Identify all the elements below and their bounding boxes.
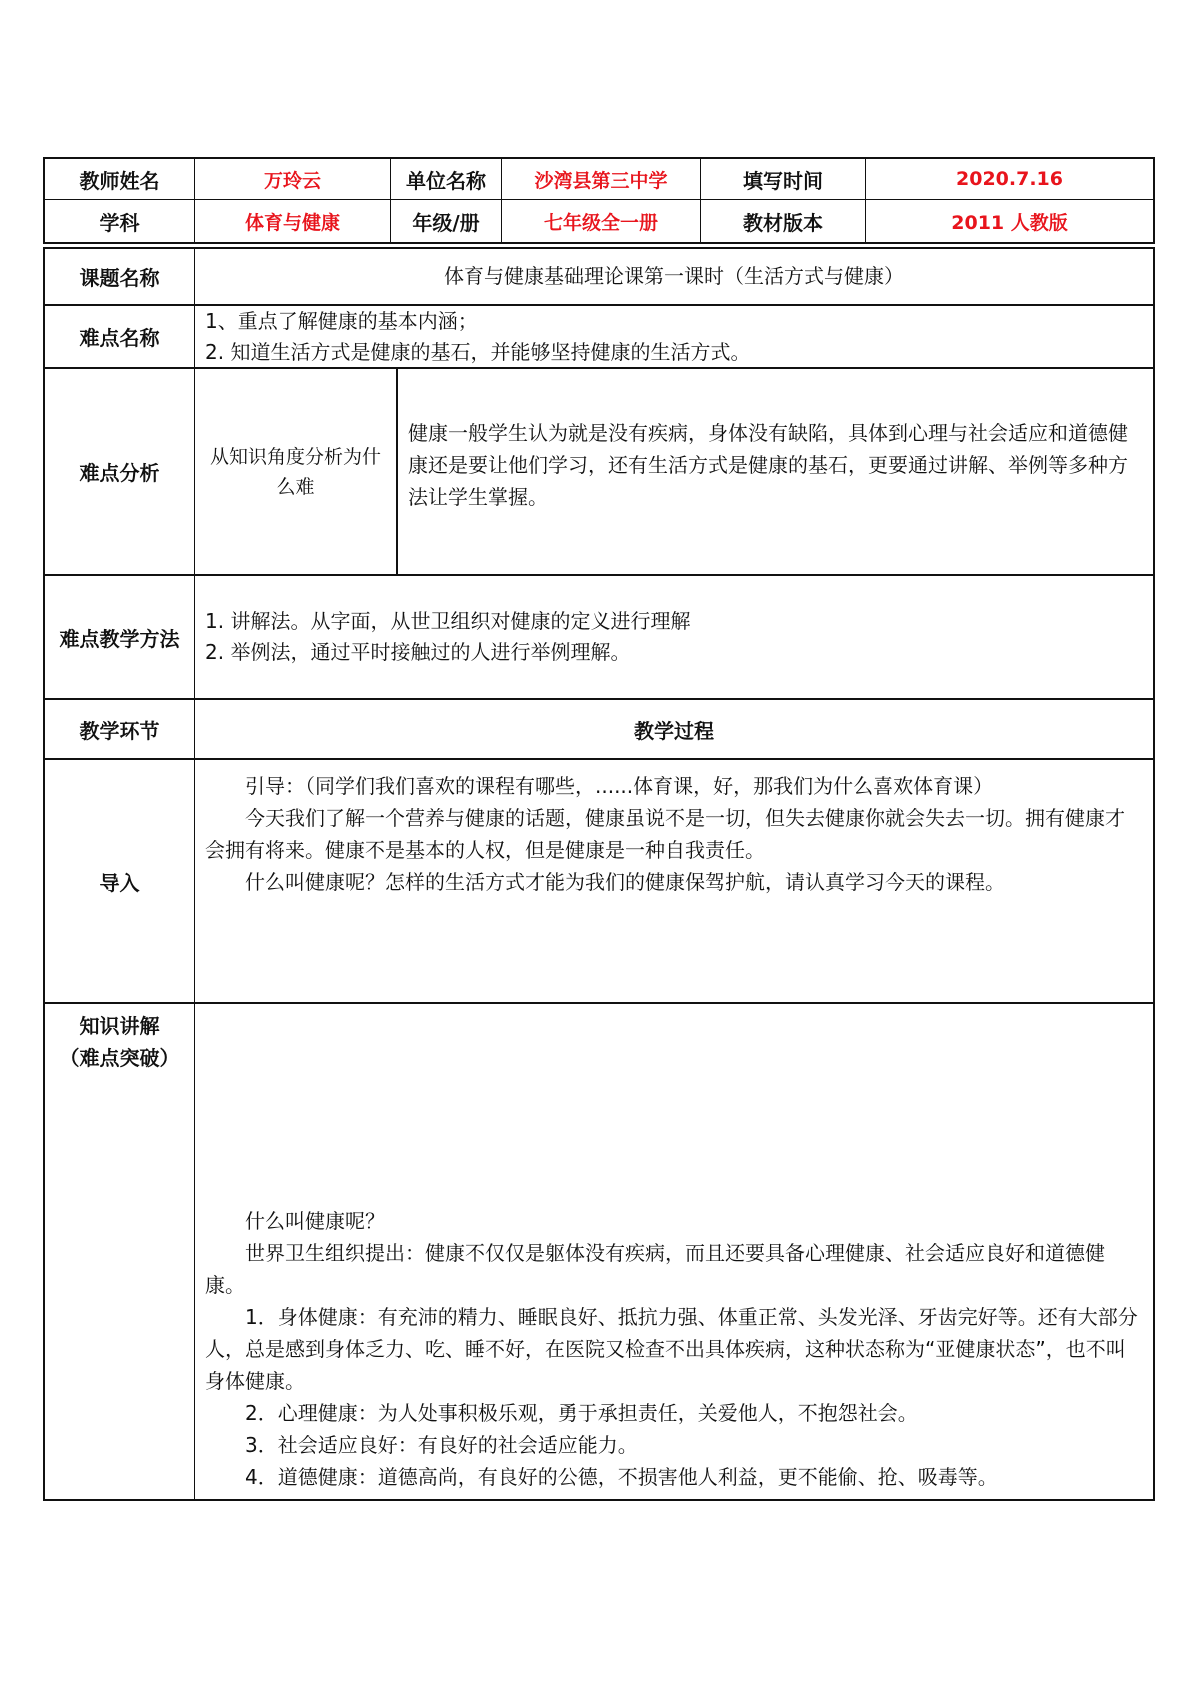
unit-name-value: 沙湾县第三中学: [502, 159, 701, 199]
process-label: 教学环节: [45, 700, 195, 758]
lesson-plan-table: [43, 157, 1155, 1501]
fill-date-value: 2020.7.16: [956, 168, 1063, 190]
method-row: [43, 576, 1155, 700]
analysis-row: [43, 369, 1155, 576]
method-label: 难点教学方法: [45, 576, 195, 698]
analysis-text: 健康一般学生认为就是没有疾病，身体没有缺陷，具体到心理与社会适应和道德健康还是要让他们学习，还有生活方式是健康的基石，更要通过讲解、举例等多种方法让学生掌握。: [408, 421, 1128, 509]
grade-label: 年级/册: [391, 200, 502, 242]
intro-label: 导入: [45, 760, 195, 1002]
textbook-version-label: 教材版本: [701, 200, 866, 242]
analysis-label: 难点分析: [45, 369, 195, 574]
difficulty-line-1: 1、重点了解健康的基本内涵；: [205, 308, 478, 333]
teacher-name-label: 教师姓名: [45, 159, 195, 199]
knowledge-paragraph-6: 4．道德健康：道德高尚，有良好的公德，不损害他人利益，更不能偷、抢、吸毒等。: [245, 1465, 998, 1489]
teacher-name-value: 万玲云: [195, 159, 391, 199]
header-row-1: [43, 157, 1155, 200]
intro-content: [195, 760, 1153, 1002]
topic-row: [43, 247, 1155, 306]
intro-paragraph-3: 什么叫健康呢？怎样的生活方式才能为我们的健康保驾护航，请认真学习今天的课程。: [245, 870, 1005, 894]
knowledge-paragraph-5: 3．社会适应良好：有良好的社会适应能力。: [245, 1433, 638, 1457]
process-value: 教学过程: [634, 718, 714, 743]
grade-value: 七年级全一册: [502, 200, 701, 242]
knowledge-label-line-2: （难点突破）: [59, 1046, 180, 1070]
difficulty-label: 难点名称: [45, 306, 195, 367]
intro-paragraph-2: 今天我们了解一个营养与健康的话题，健康虽说不是一切，但失去健康你就会失去一切。拥有健康才会拥有将来。健康不是基本的人权，但是健康是一种自我责任。: [205, 806, 1125, 862]
method-line-2: 2. 举例法，通过平时接触过的人进行举例理解。: [205, 640, 631, 664]
topic-label: 课题名称: [45, 249, 195, 304]
textbook-version-value: 2011 人教版: [951, 211, 1068, 234]
difficulty-line-2: 2. 知道生活方式是健康的基石，并能够坚持健康的生活方式。: [205, 339, 751, 364]
knowledge-paragraph-3: 1．身体健康：有充沛的精力、睡眠良好、抵抗力强、体重正常、头发光泽、牙齿完好等。还有大部分人，总是感到身体乏力、吃、睡不好，在医院又检查不出具体疾病，这种状态称为“亚健康状态”，也不叫身体健康。: [205, 1305, 1138, 1393]
intro-row: [43, 760, 1155, 1004]
knowledge-paragraph-4: 2．心理健康：为人处事积极乐观，勇于承担责任，关爱他人，不抱怨社会。: [245, 1401, 918, 1425]
subject-label: 学科: [45, 200, 195, 242]
difficulty-content: [195, 306, 1153, 367]
intro-paragraph-1: 引导：（同学们我们喜欢的课程有哪些，......体育课，好，那我们为什么喜欢体育课）: [245, 774, 994, 798]
process-header-row: [43, 700, 1155, 760]
knowledge-label-line-1: 知识讲解: [79, 1014, 160, 1038]
analysis-sub-label: 从知识角度分析为什么难: [195, 369, 398, 574]
knowledge-paragraph-1: 什么叫健康呢？: [245, 1209, 385, 1233]
topic-value: 体育与健康基础理论课第一课时（生活方式与健康）: [444, 264, 904, 288]
knowledge-row: [43, 1004, 1155, 1501]
method-line-1: 1. 讲解法。从字面，从世卫组织对健康的定义进行理解: [205, 609, 691, 633]
difficulty-row: [43, 306, 1155, 369]
unit-name-label: 单位名称: [391, 159, 502, 199]
knowledge-content: [195, 1004, 1153, 1499]
knowledge-paragraph-2: 世界卫生组织提出：健康不仅仅是躯体没有疾病，而且还要具备心理健康、社会适应良好和道德健康。: [205, 1241, 1105, 1297]
fill-date-label: 填写时间: [701, 159, 866, 199]
subject-value: 体育与健康: [195, 200, 391, 242]
header-row-2: [43, 200, 1155, 244]
method-content: [195, 576, 1153, 698]
knowledge-label: [45, 1004, 195, 1499]
